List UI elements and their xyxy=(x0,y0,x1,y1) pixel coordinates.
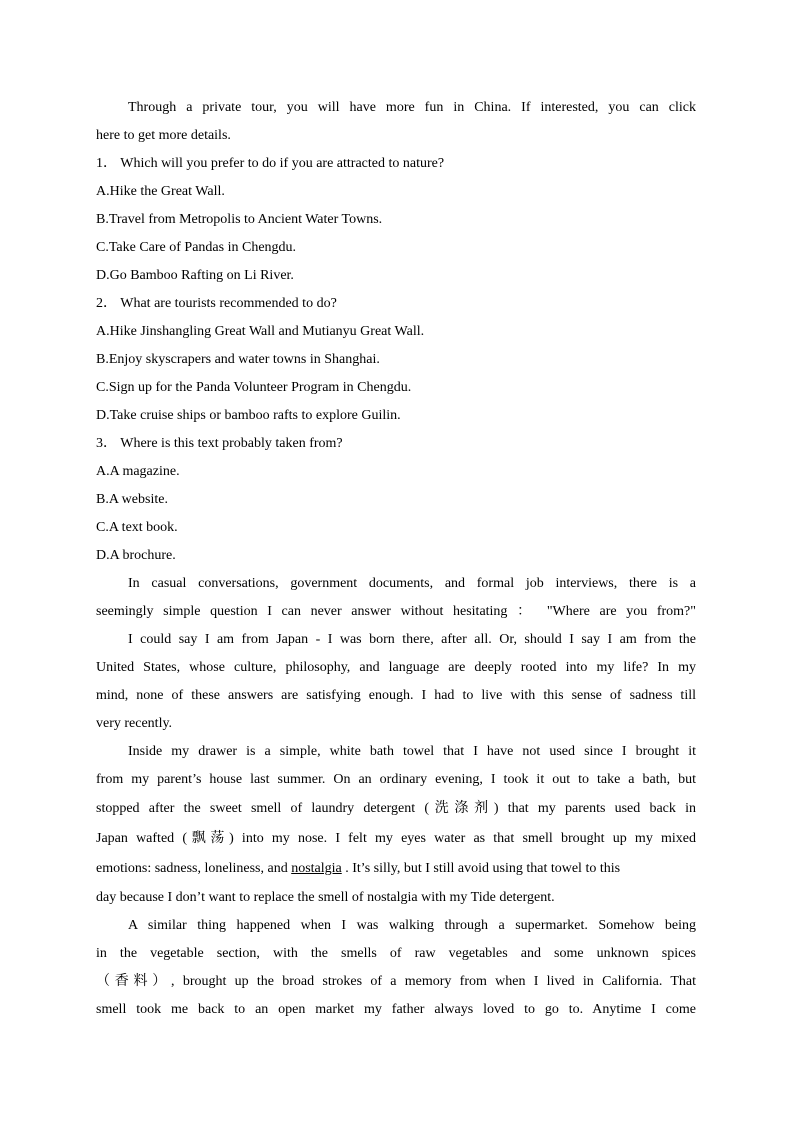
passage-line: mind, none of these answers are satisfying enough. I had to live with this sense of sadness till xyxy=(96,688,696,703)
document-page xyxy=(96,94,696,1024)
passage-line: Inside my drawer is a simple, white bath towel that I have not used since I brought it xyxy=(128,744,696,759)
intro-line: here to get more details. xyxy=(96,128,231,143)
underlined-word: nostalgia xyxy=(291,861,342,876)
answer-option: A.Hike the Great Wall. xyxy=(96,184,225,199)
passage-line: smell took me back to an open market my father always loved to go to. Anytime I come xyxy=(96,1002,696,1017)
passage-line: day because I don’t want to replace the smell of nostalgia with my Tide detergent. xyxy=(96,890,555,905)
question-stem: 1． Which will you prefer to do if you are attracted to nature? xyxy=(96,156,445,171)
passage-line: Japan wafted (飘荡) into my nose. I felt my eyes water as that smell brought up my mixed xyxy=(96,831,696,846)
passage-line: seemingly simple question I can never answer without hesitating ： "Where are you from?" xyxy=(96,604,696,619)
passage-line: in the vegetable section, with the smells of raw vegetables and some unknown spices xyxy=(96,946,696,961)
passage-text: emotions: sadness, loneliness, and xyxy=(96,861,292,876)
passage-text: . It’s silly, but I still avoid using that towel to this xyxy=(341,861,621,876)
answer-option: A.Hike Jinshangling Great Wall and Mutianyu Great Wall. xyxy=(96,324,425,339)
answer-option: B.Travel from Metropolis to Ancient Water Towns. xyxy=(96,212,383,227)
answer-option: A.A magazine. xyxy=(96,464,180,479)
intro-line: Through a private tour, you will have more fun in China. If interested, you can click xyxy=(128,100,696,115)
passage-line: In casual conversations, government documents, and formal job interviews, there is a xyxy=(128,576,696,591)
passage-line: stopped after the sweet smell of laundry detergent (洗涤剂) that my parents used back in xyxy=(96,801,696,816)
passage-line: （香料）, brought up the broad strokes of a memory from when I lived in California. That xyxy=(96,974,696,989)
answer-option: C.A text book. xyxy=(96,520,178,535)
answer-option: D.Take cruise ships or bamboo rafts to explore Guilin. xyxy=(96,408,401,423)
passage-line: A similar thing happened when I was walking through a supermarket. Somehow being xyxy=(128,918,696,933)
passage-line: I could say I am from Japan - I was born there, after all. Or, should I say I am from the xyxy=(128,632,696,647)
answer-option: C.Take Care of Pandas in Chengdu. xyxy=(96,240,297,255)
answer-option: C.Sign up for the Panda Volunteer Program in Chengdu. xyxy=(96,380,412,395)
answer-option: B.A website. xyxy=(96,492,168,507)
question-stem: 3． Where is this text probably taken from? xyxy=(96,436,343,451)
passage-line: from my parent’s house last summer. On an ordinary evening, I took it out to take a bath, but xyxy=(96,772,696,787)
answer-option: B.Enjoy skyscrapers and water towns in Shanghai. xyxy=(96,352,380,367)
passage-line: United States, whose culture, philosophy, and language are deeply rooted into my life? In my xyxy=(96,660,696,675)
answer-option: D.A brochure. xyxy=(96,548,176,563)
question-stem: 2． What are tourists recommended to do? xyxy=(96,296,337,311)
passage-line: very recently. xyxy=(96,716,173,731)
passage-line xyxy=(96,854,696,884)
answer-option: D.Go Bamboo Rafting on Li River. xyxy=(96,268,294,283)
